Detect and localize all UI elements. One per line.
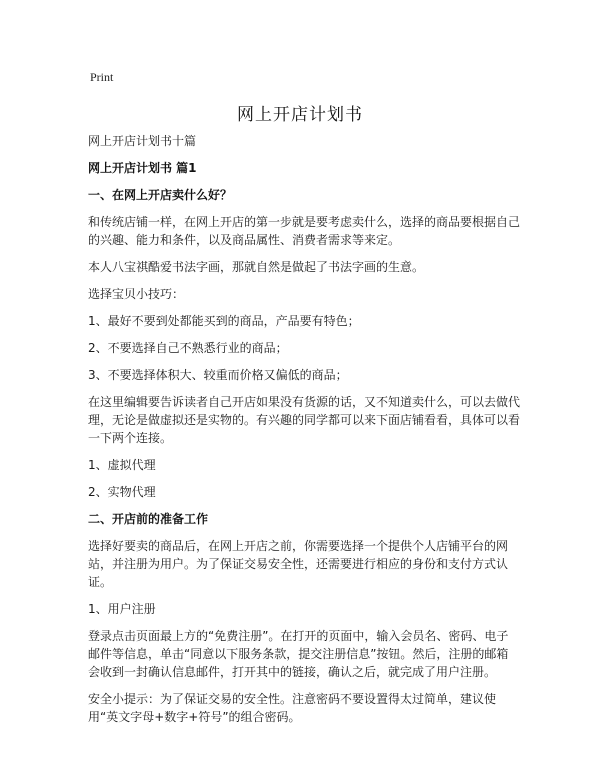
paragraph: 登录点击页面最上方的“免费注册”。在打开的页面中，输入会员名、密码、电子邮件等信息，单击“同意以下服务条款，提交注册信息”按钮。然后，注册的邮箱会收到一封确认信息邮件，打开其中的链接，确认之后，就完成了用户注册。 [88,629,509,679]
paragraph: 在这里编辑要告诉读者自己开店如果没有货源的话，又不知道卖什么，可以去做代理，无论是做虚拟还是实物的。有兴趣的同学都可以来下面店铺看看，具体可以看一下两个连接。 [88,395,521,445]
paragraph: 安全小提示：为了保证交易的安全性。注意密码不要设置得太过简单，建议使用“英文字母+数字+符号”的组合密码。 [88,692,497,724]
paragraph: 和传统店铺一样，在网上开店的第一步就是要考虑卖什么，选择的商品要根据自己的兴趣、能力和条件，以及商品属性、消费者需求等来定。 [88,215,521,247]
list-item: 1、最好不要到处都能买到的商品，产品要有特色； [88,314,360,328]
document-body [88,132,520,735]
section-heading: 二、开店前的准备工作 [88,512,209,526]
list-item: 1、虚拟代理 [88,458,156,472]
list-item: 2、实物代理 [88,485,156,499]
subtitle: 网上开店计划书十篇 [88,134,197,148]
section-heading: 一、在网上开店卖什么好？ [88,188,233,202]
print-link[interactable]: Print [90,70,114,84]
document-title: 网上开店计划书 [237,105,363,125]
paragraph: 选择宝贝小技巧： [88,287,185,301]
paragraph: 本人八宝祺酷爱书法字画，那就自然是做起了书法字画的生意。 [88,260,425,274]
list-item: 1、用户注册 [88,602,156,616]
section-heading: 网上开店计划书 篇1 [88,161,197,175]
paragraph: 选择好要卖的商品后，在网上开店之前，你需要选择一个提供个人店铺平台的网站，并注册为用户。为了保证交易安全性，还需要进行相应的身份和支付方式认证。 [88,539,509,589]
list-item: 2、不要选择自己不熟悉行业的商品； [88,341,288,355]
list-item: 3、不要选择体积大、较重而价格又偏低的商品； [88,368,348,382]
